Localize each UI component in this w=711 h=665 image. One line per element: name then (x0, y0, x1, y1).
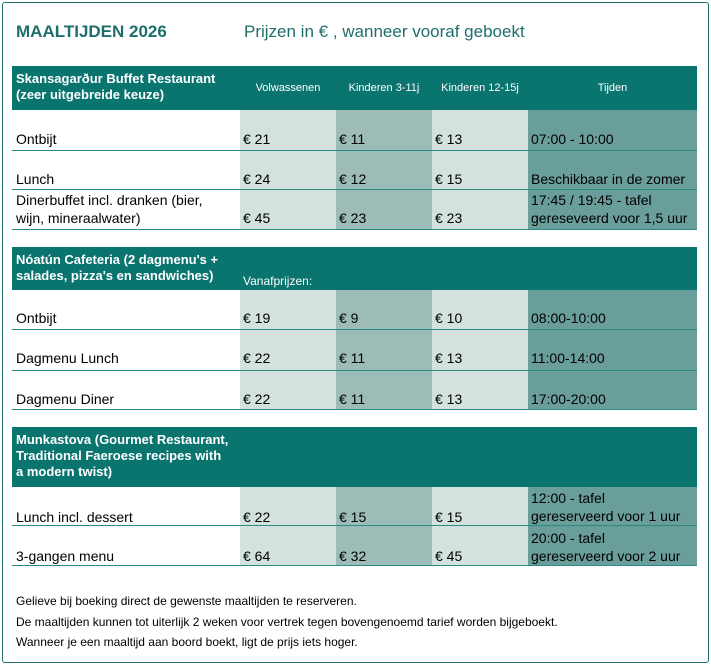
table-row (12, 190, 697, 230)
row-divider (12, 409, 697, 410)
section-header-munkastova (12, 427, 697, 487)
page-title: MAALTIJDEN 2026 (16, 22, 167, 41)
price-adult: € 64 (243, 548, 271, 564)
section-title-line: (zeer uitgebreide keuze) (16, 87, 165, 102)
section-title-line: a modern twist) (16, 464, 113, 479)
section-header-noatun (12, 247, 697, 290)
price-adult: € 22 (243, 509, 271, 525)
price-kids-3-11: € 9 (339, 310, 359, 326)
footnote: Gelieve bij boeking direct de gewenste maaltijden te reserveren. (16, 594, 357, 608)
price-adult: € 22 (243, 391, 271, 407)
column-header-adult: Volwassenen (255, 82, 321, 94)
price-kids-3-11: € 12 (339, 171, 367, 187)
price-adult: € 45 (243, 210, 271, 226)
meal-name: Dagmenu Lunch (16, 350, 119, 366)
price-kids-12-15: € 13 (435, 391, 463, 407)
column-header-times: Tijden (597, 82, 628, 94)
section-title-line: Skansagarður Buffet Restaurant (16, 71, 216, 86)
meal-time: Beschikbaar in de zomer (531, 171, 686, 187)
meal-time: 11:00-14:00 (531, 350, 605, 366)
price-adult: € 21 (243, 131, 271, 147)
price-kids-3-11: € 32 (339, 548, 367, 564)
price-kids-3-11: € 15 (339, 509, 367, 525)
price-kids-12-15: € 23 (435, 210, 463, 226)
section-title-line: Munkastova (Gourmet Restaurant, (16, 432, 229, 447)
title-bar (16, 22, 696, 44)
table-row (12, 371, 697, 410)
section-title (16, 432, 256, 480)
price-kids-3-11: € 23 (339, 210, 367, 226)
table-row (12, 151, 697, 190)
row-divider (12, 565, 697, 566)
meal-name: Dagmenu Diner (16, 391, 115, 407)
section-title-line: salades, pizza's en sandwiches) (16, 268, 214, 283)
table-row (12, 110, 697, 150)
section-header-skansagardur (12, 66, 697, 110)
price-adult: € 24 (243, 171, 271, 187)
section-title (16, 71, 246, 103)
price-adult: € 19 (243, 310, 271, 326)
meal-time-line: gereserveerd voor 1 uur (531, 508, 681, 524)
meal-time-line: 20:00 - tafel (531, 530, 605, 546)
meal-name (16, 191, 241, 227)
page-subtitle: Prijzen in € , wanneer vooraf geboekt (244, 22, 525, 41)
price-kids-12-15: € 45 (435, 548, 463, 564)
meal-time (531, 191, 696, 227)
price-kids-3-11: € 11 (339, 391, 366, 407)
meal-time: 17:00-20:00 (531, 391, 606, 407)
meal-name-line: wijn, mineraalwater) (16, 210, 141, 226)
meal-time-line: 12:00 - tafel (531, 490, 605, 506)
price-kids-12-15: € 15 (435, 171, 463, 187)
footnote: Wanneer je een maaltijd aan boord boekt, ligt de prijs iets hoger. (16, 635, 358, 649)
meal-time (531, 529, 696, 565)
column-header-kids-3-11: Kinderen 3-11j (348, 82, 420, 94)
table-row (12, 487, 697, 525)
table-row (12, 330, 697, 370)
price-kids-3-11: € 11 (339, 350, 366, 366)
from-prices-label: Vanafprijzen: (243, 274, 313, 288)
row-divider (12, 229, 697, 230)
column-header-kids-12-15: Kinderen 12-15j (441, 82, 519, 94)
meal-name: Lunch incl. dessert (16, 509, 133, 525)
price-kids-3-11: € 11 (339, 131, 366, 147)
table-row (12, 526, 697, 565)
price-kids-12-15: € 13 (435, 350, 463, 366)
section-title-line: Traditional Faeroese recipes with (16, 448, 222, 463)
footnote: De maaltijden kunnen tot uiterlijk 2 weken voor vertrek tegen bovengenoemd tarief worden bijgeboekt. (16, 614, 558, 629)
meal-time: 08:00-10:00 (531, 310, 606, 326)
section-title-line: Nóatún Cafeteria (2 dagmenu's + (16, 252, 219, 267)
section-title (16, 252, 246, 284)
meal-time (531, 489, 696, 525)
price-kids-12-15: € 13 (435, 131, 463, 147)
meal-time-line: gereseveerd voor 1,5 uur (531, 210, 688, 226)
footnotes (16, 591, 696, 653)
meal-name: 3-gangen menu (16, 548, 115, 564)
price-adult: € 22 (243, 350, 271, 366)
price-kids-12-15: € 10 (435, 310, 463, 326)
meal-name: Ontbijt (16, 131, 57, 147)
meal-name: Ontbijt (16, 310, 57, 326)
meal-time: 07:00 - 10:00 (531, 131, 614, 147)
meal-name-line: Dinerbuffet incl. dranken (bier, (16, 192, 203, 208)
meal-name: Lunch (16, 171, 55, 187)
price-kids-12-15: € 15 (435, 509, 463, 525)
meal-time-line: gereserveerd voor 2 uur (531, 548, 681, 564)
table-row (12, 290, 697, 329)
meal-time-line: 17:45 / 19:45 - tafel (531, 192, 652, 208)
